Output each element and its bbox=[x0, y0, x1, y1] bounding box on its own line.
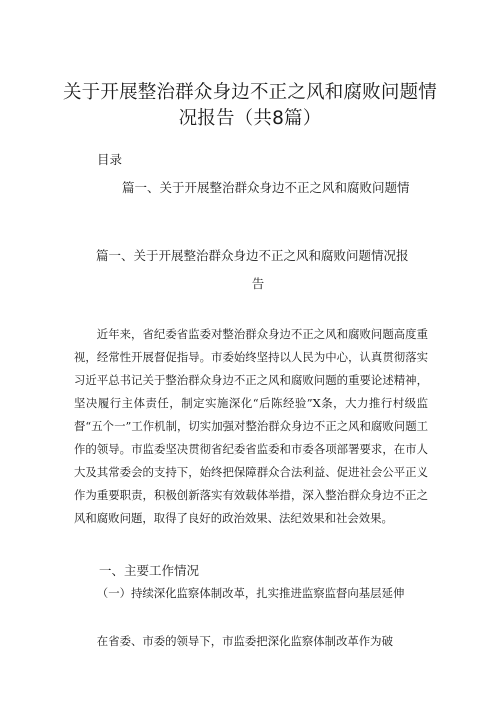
toc-label: 目录 bbox=[97, 152, 123, 167]
sub-sub-heading: （一）持续深化监察体制改革，扎实推进监察监督向基层延伸 bbox=[96, 586, 405, 600]
document-title: 关于开展整治群众身边不正之风和腐败问题情况报告（共8篇） bbox=[62, 82, 437, 129]
sub-heading: 一、主要工作情况 bbox=[99, 563, 200, 578]
section-heading-line2: 告 bbox=[251, 276, 265, 291]
section-heading bbox=[96, 242, 416, 298]
section-heading-line1: 篇一、关于开展整治群众身边不正之风和腐败问题情况报 bbox=[96, 248, 409, 263]
body-paragraph-2: 在省委、市委的领导下，市监委把深化监察体制改革作为破 bbox=[96, 634, 393, 648]
toc-item-1[interactable]: 篇一、关于开展整治群众身边不正之风和腐败问题情 bbox=[122, 180, 410, 195]
body-paragraph: 近年来，省纪委省监委对整治群众身边不正之风和腐败问题高度重视，经常性开展督促指导。市委始终坚持以人民为中心，认真贯彻落实习近平总书记关于整治群众身边不正之风和腐败问题的重要论述精神，坚决履行主体责任，制定实施深化“后陈经验”X条，大力推行村级监督“五个一”工作机制，切实加强对整治群众身边不正之风和腐败问题工作的领导。市监委坚决贯彻省纪委省监委和市委各项部署要求，在市人大及其常委会的支持下，始终把保障群众合法利益、促进社会公平正义作为重要职责，积极创新落实有效载体举措，深入整治群众身边不正之风和腐败问题，取得了良好的政治效果、法纪效果和社会效果。 bbox=[74, 327, 428, 525]
